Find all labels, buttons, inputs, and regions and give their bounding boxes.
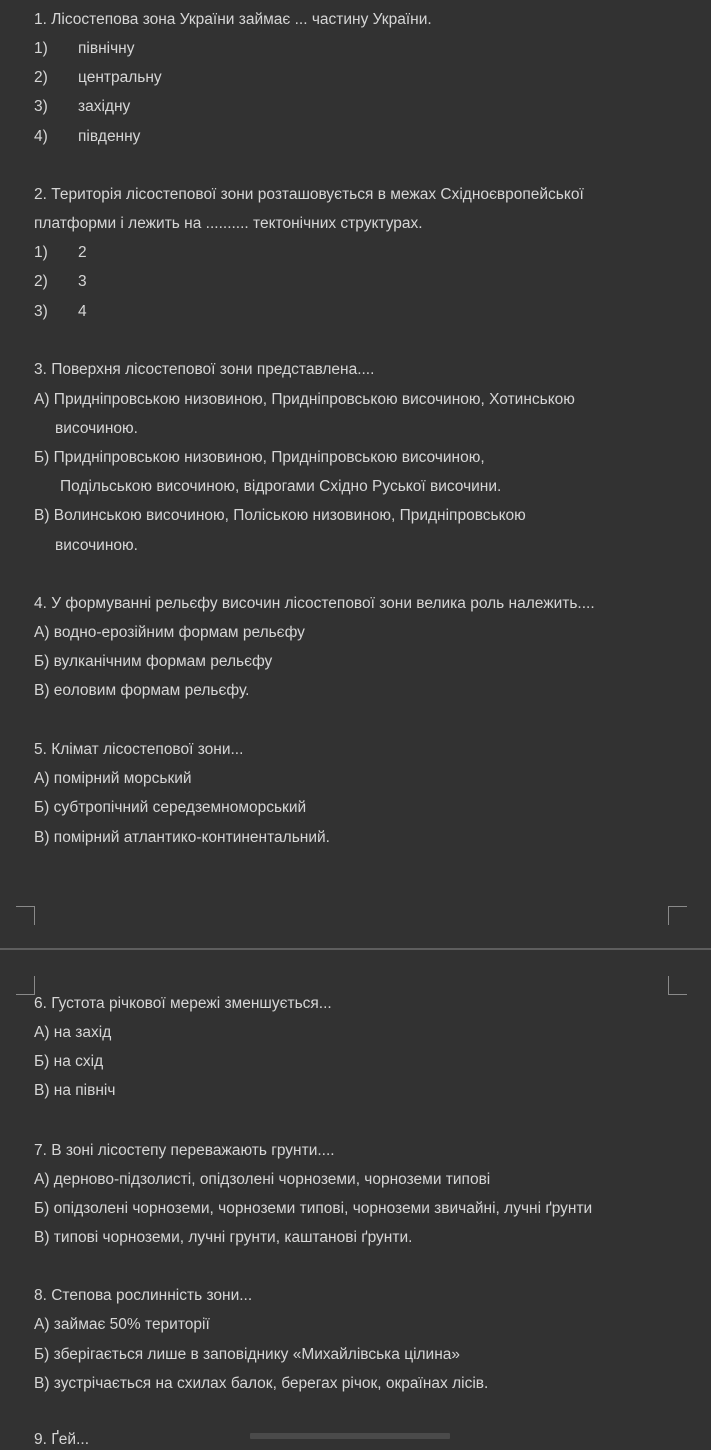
q1-option-1-number: 1) [34, 40, 48, 57]
q1-option-4-number: 4) [34, 128, 48, 145]
horizontal-scrollbar[interactable] [250, 1433, 450, 1439]
question-9-partial: 9. Ґей... [34, 1431, 90, 1448]
question-8: 8. Степова рослинність зони... [34, 1287, 253, 1304]
q7-option-c: В) типові чорноземи, лучні грунти, каштанові ґрунти. [34, 1229, 413, 1246]
q1-option-2-number: 2) [34, 69, 48, 86]
q8-option-a: А) займає 50% території [34, 1316, 210, 1333]
question-2-line-2: платформи і лежить на .......... тектонічних структурах. [34, 215, 423, 232]
q7-option-b: Б) опідзолені чорноземи, чорноземи типові, чорноземи звичайні, лучні ґрунти [34, 1200, 593, 1217]
q4-option-b: Б) вулканічним формам рельєфу [34, 653, 273, 670]
q1-option-1-text: північну [78, 40, 135, 57]
q1-option-3-number: 3) [34, 98, 48, 115]
q5-option-c: В) помірний атлантико-континентальний. [34, 829, 330, 846]
q6-option-c: В) на північ [34, 1082, 116, 1099]
q3-option-b-line-1: Б) Придніпровською низовиною, Придніпровською височиною, [34, 449, 485, 466]
q3-option-a-line-2: височиною. [55, 420, 138, 437]
q3-option-c-line-1: В) Волинською височиною, Поліською низовиною, Придніпровською [34, 507, 526, 524]
q2-option-2-number: 2) [34, 273, 48, 290]
q3-option-a-line-1: А) Придніпровською низовиною, Придніпровською височиною, Хотинською [34, 391, 575, 408]
q2-option-1-text: 2 [78, 244, 87, 261]
q1-option-2-text: центральну [78, 69, 162, 86]
q4-option-a: А) водно-ерозійним формам рельєфу [34, 624, 305, 641]
q3-option-c-line-2: височиною. [55, 537, 138, 554]
q8-option-c: В) зустрічається на схилах балок, берегах річок, окраїнах лісів. [34, 1375, 489, 1392]
question-1: 1. Лісостепова зона України займає ... частину України. [34, 11, 432, 28]
q8-option-b: Б) зберігається лише в заповіднику «Михайлівська цілина» [34, 1346, 461, 1363]
question-3: 3. Поверхня лісостепової зони представлена.... [34, 361, 375, 378]
q3-option-b-line-2: Подільською височиною, відрогами Східно Руської височини. [60, 478, 502, 495]
question-7: 7. В зоні лісостепу переважають грунти.... [34, 1142, 335, 1159]
q5-option-b: Б) субтропічний середземноморський [34, 799, 307, 816]
q2-option-3-number: 3) [34, 303, 48, 320]
q1-option-3-text: західну [78, 98, 131, 115]
q6-option-b: Б) на схід [34, 1053, 104, 1070]
q6-option-a: А) на захід [34, 1024, 112, 1041]
q2-option-3-text: 4 [78, 303, 87, 320]
q5-option-a: А) помірний морський [34, 770, 192, 787]
question-6: 6. Густота річкової мережі зменшується... [34, 995, 332, 1012]
question-2-line-1: 2. Територія лісостепової зони розташовується в межах Східноєвропейської [34, 186, 584, 203]
q2-option-1-number: 1) [34, 244, 48, 261]
q2-option-2-text: 3 [78, 273, 87, 290]
q4-option-c: В) еоловим формам рельєфу. [34, 682, 250, 699]
question-5: 5. Клімат лісостепової зони... [34, 741, 244, 758]
q1-option-4-text: південну [78, 128, 141, 145]
question-4: 4. У формуванні рельєфу височин лісостепової зони велика роль належить.... [34, 595, 595, 612]
q7-option-a: А) дерново-підзолисті, опідзолені чорноземи, чорноземи типові [34, 1171, 491, 1188]
